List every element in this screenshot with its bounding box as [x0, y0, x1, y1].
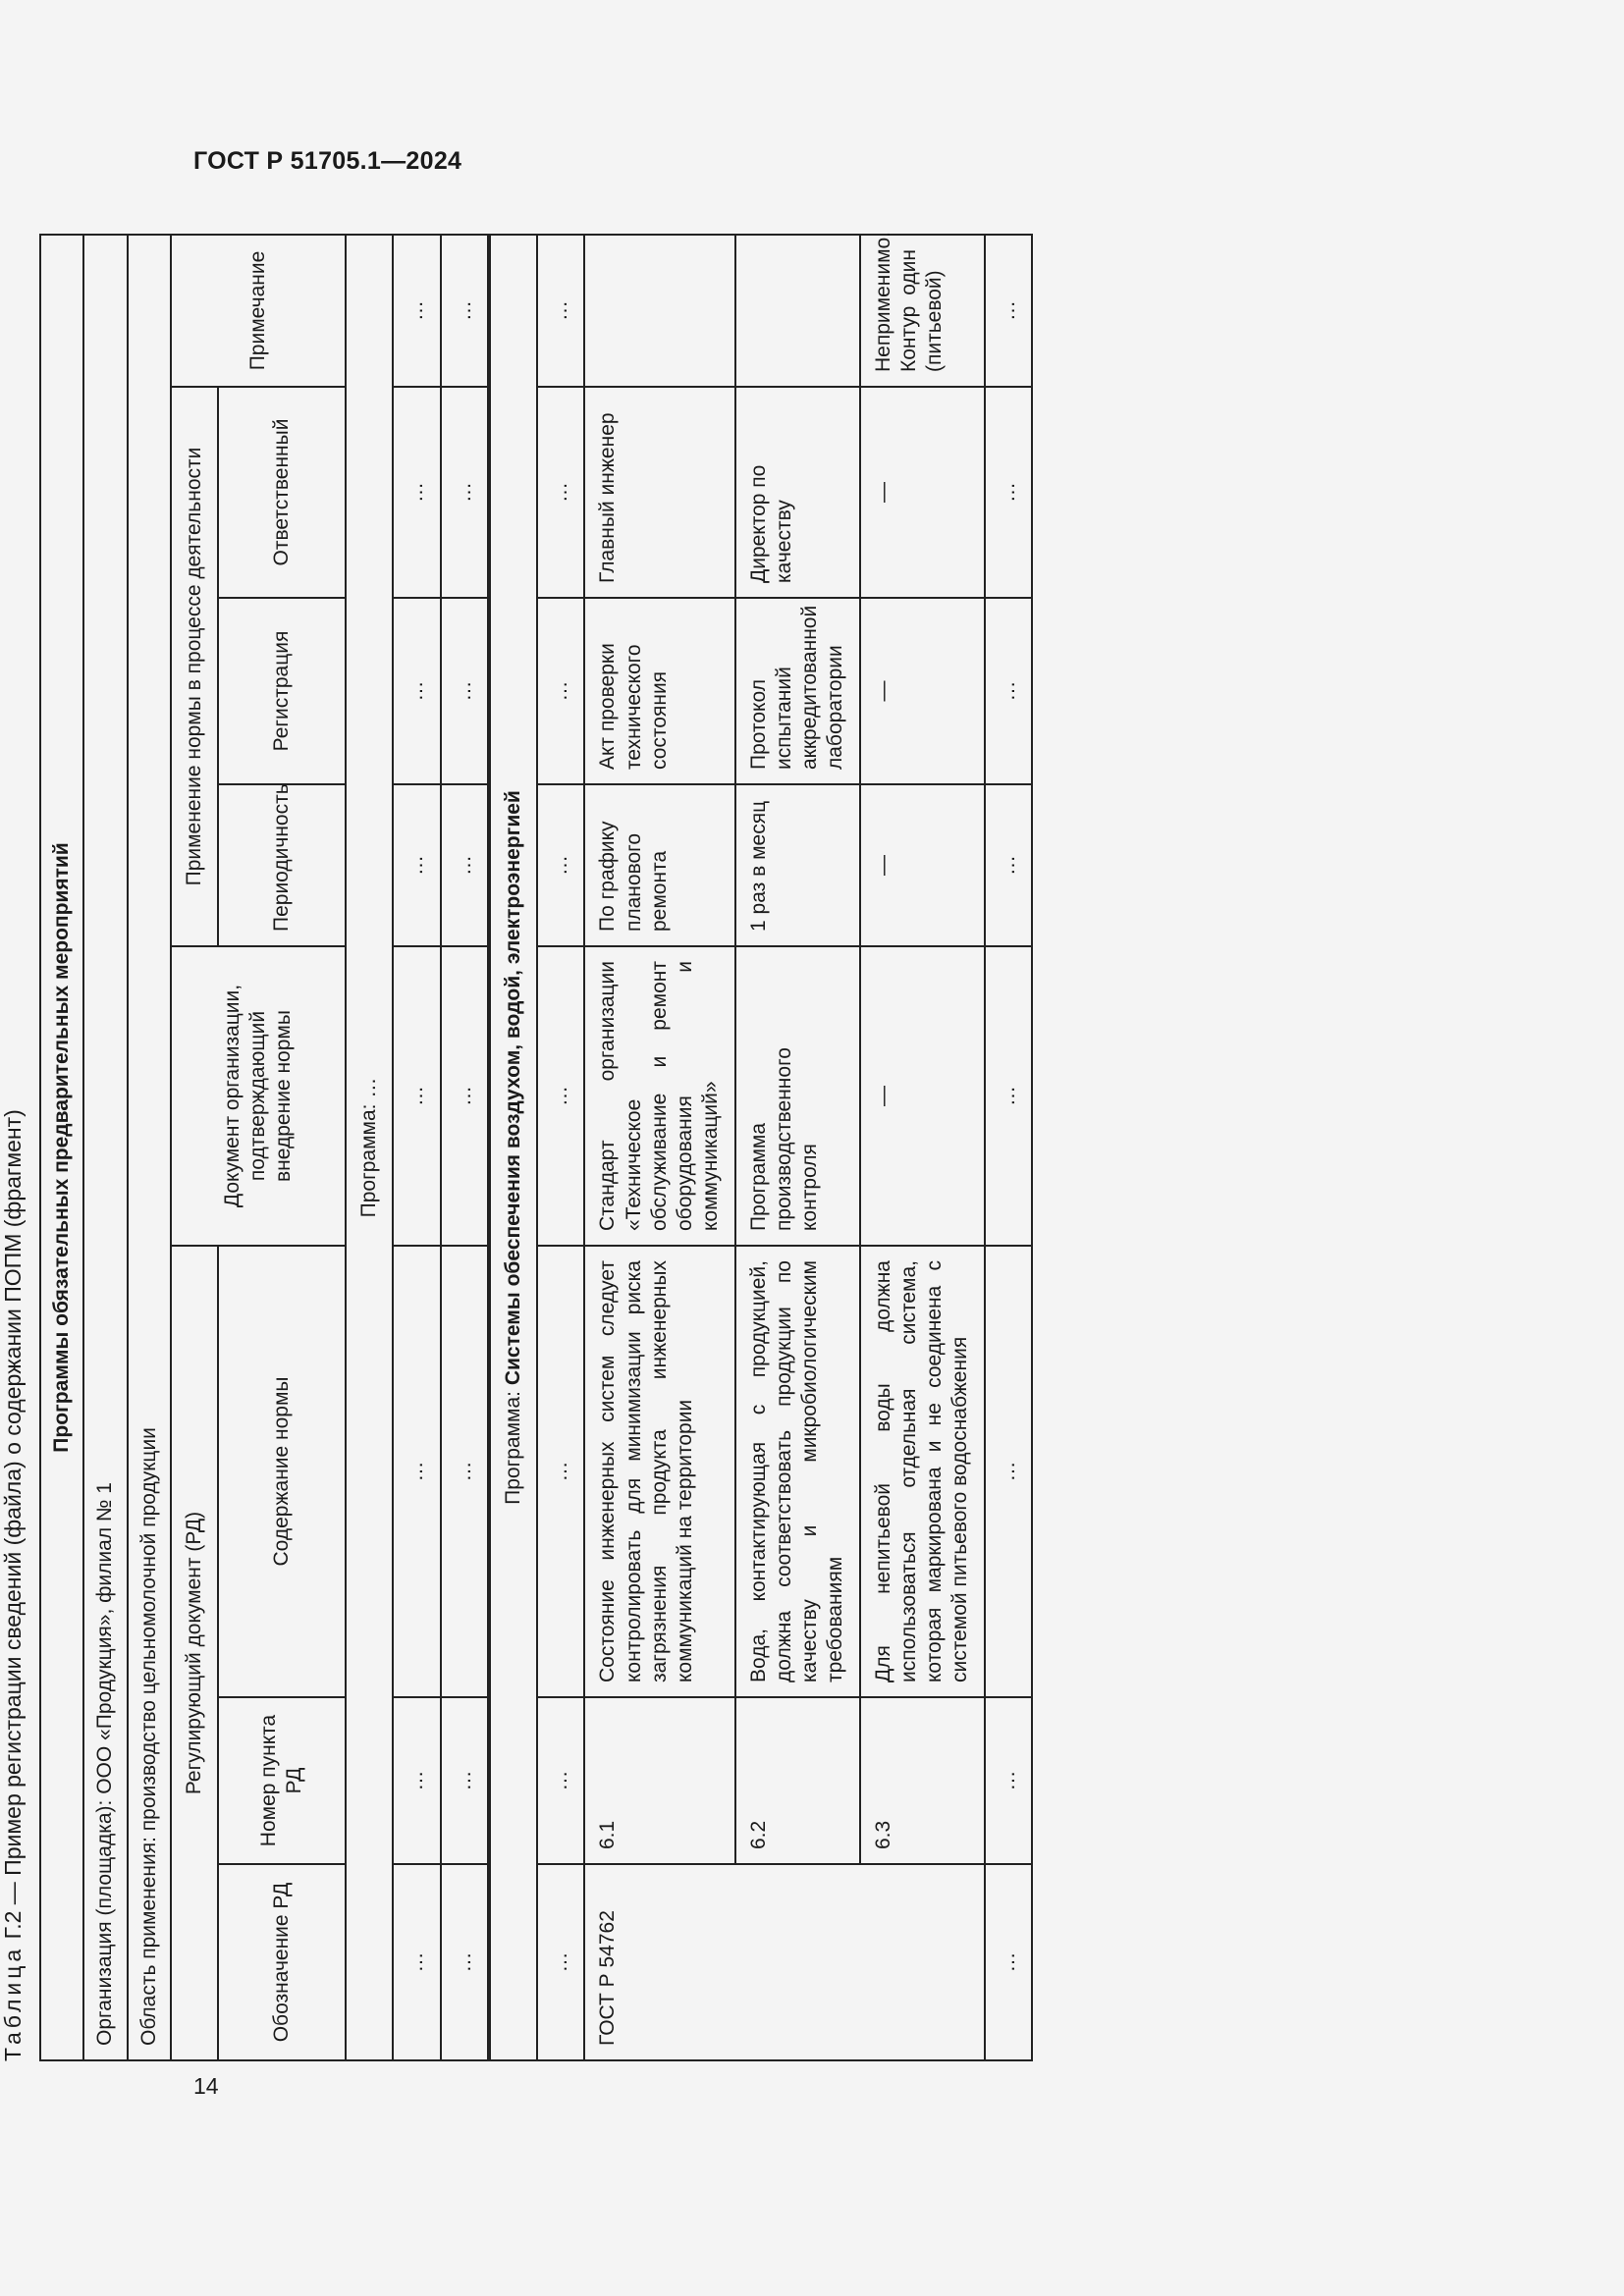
cell-dots: … [393, 235, 440, 387]
cell-dots: … [537, 235, 584, 387]
table-row [735, 235, 860, 2060]
cell-dots: … [393, 1697, 440, 1864]
cell-note [735, 235, 860, 387]
cell-dots: … [537, 784, 584, 946]
cell-registration: Протокол испытаний аккредитованной лаборатории [735, 598, 860, 784]
cell-periodicity: 1 раз в месяц [735, 784, 860, 946]
cell-periodicity: — [860, 784, 985, 946]
cell-dots: … [537, 387, 584, 598]
cell-org-document: Стандарт организации «Техническое обслуживание и ремонт оборудования и коммуникаций» [584, 946, 734, 1246]
table-title: Программы обязательных предварительных мероприятий [40, 235, 83, 2060]
table-caption [0, 1109, 27, 2061]
header-application-group: Применение нормы в процессе деятельности [171, 387, 218, 946]
program-2-name: Системы обеспечения воздухом, водой, электроэнергией [501, 790, 524, 1386]
cell-dots: … [985, 387, 1032, 598]
cell-dots: … [985, 1246, 1032, 1697]
program-2-label [489, 235, 537, 2060]
table-row-dots [537, 235, 584, 2060]
header-org-document: Документ организации, подтверждающий внедрение нормы [171, 946, 346, 1246]
header-rd-group: Регулирующий документ (РД) [171, 1246, 218, 2060]
cell-dots: … [441, 387, 489, 598]
cell-clause: 6.2 [735, 1697, 860, 1864]
header-responsible: Ответственный [218, 387, 346, 598]
document-header: ГОСТ Р 51705.1—2024 [193, 147, 462, 175]
cell-registration: Акт проверки технического состояния [584, 598, 734, 784]
cell-org-document: — [860, 946, 985, 1246]
cell-dots: … [441, 1697, 489, 1864]
popm-table [39, 231, 1033, 2061]
cell-responsible: — [860, 387, 985, 598]
header-periodicity: Периодичность [218, 784, 346, 946]
cell-dots: … [985, 946, 1032, 1246]
cell-dots: … [441, 1864, 489, 2060]
cell-periodicity: По графику планового ремонта [584, 784, 734, 946]
page-number: 14 [193, 2073, 219, 2099]
table-row [860, 235, 985, 2060]
cell-dots: … [441, 235, 489, 387]
cell-dots: … [985, 598, 1032, 784]
cell-dots: … [537, 1864, 584, 2060]
table-title-row [40, 235, 83, 2060]
area-row [128, 235, 171, 2060]
cell-registration: — [860, 598, 985, 784]
cell-dots: … [537, 1246, 584, 1697]
program-row-1 [346, 235, 393, 2060]
area-text: Область применения: производство цельномолочной продукции [128, 235, 171, 2060]
cell-dots: … [441, 946, 489, 1246]
header-registration: Регистрация [218, 598, 346, 784]
cell-dots: … [441, 1246, 489, 1697]
table-row-dots [985, 235, 1032, 2060]
cell-dots: … [441, 784, 489, 946]
cell-dots: … [393, 946, 440, 1246]
header-note: Примечание [171, 235, 346, 387]
cell-responsible: Главный инженер [584, 387, 734, 598]
cell-dots: … [985, 1697, 1032, 1864]
caption-text: Г.2 — Пример регистрации сведений (файла) о содержании ПОПМ (фрагмент) [0, 1109, 26, 1946]
cell-clause: 6.1 [584, 1697, 734, 1864]
cell-dots: … [537, 1697, 584, 1864]
cell-dots: … [393, 598, 440, 784]
cell-dots: … [393, 784, 440, 946]
header-row-1 [171, 235, 218, 2060]
cell-content: Состояние инженерных систем следует контролировать для минимизации риска загрязнения продукта инженерных коммуникаций на территории [584, 1246, 734, 1697]
table-row [584, 235, 734, 2060]
cell-note: Неприменимо. Контур один (питьевой) [860, 235, 985, 387]
cell-dots: … [393, 1864, 440, 2060]
cell-dots: … [441, 598, 489, 784]
cell-dots: … [985, 235, 1032, 387]
cell-clause: 6.3 [860, 1697, 985, 1864]
cell-content: Для непитьевой воды должна использоваться отдельная система, которая маркирована и не соединена с системой питьевого водоснабжения [860, 1246, 985, 1697]
program-row-2 [489, 235, 537, 2060]
header-clause: Номер пункта РД [218, 1697, 346, 1864]
program-1-label: Программа: … [346, 235, 393, 2060]
cell-designation: ГОСТ Р 54762 [584, 1864, 984, 2060]
table-row-dots [441, 235, 489, 2060]
cell-responsible: Директор по качеству [735, 387, 860, 598]
cell-dots: … [985, 1864, 1032, 2060]
program-2-prefix: Программа: [501, 1385, 524, 1505]
cell-dots: … [985, 784, 1032, 946]
cell-note [584, 235, 734, 387]
cell-dots: … [537, 946, 584, 1246]
header-designation: Обозначение РД [218, 1864, 346, 2060]
cell-dots: … [393, 387, 440, 598]
organization-text: Организация (площадка): ООО «Продукция», филиал № 1 [83, 235, 127, 2060]
rotated-table-block [0, 231, 1129, 2061]
cell-org-document: Программа производственного контроля [735, 946, 860, 1246]
cell-content: Вода, контактирующая с продукцией, должна соответствовать продукции по качеству и микробиологическим требованиям [735, 1246, 860, 1697]
header-content: Содержание нормы [218, 1246, 346, 1697]
organization-row [83, 235, 127, 2060]
cell-dots: … [393, 1246, 440, 1697]
table-row-dots [393, 235, 440, 2060]
caption-prefix: Таблица [0, 1945, 26, 2061]
cell-dots: … [537, 598, 584, 784]
